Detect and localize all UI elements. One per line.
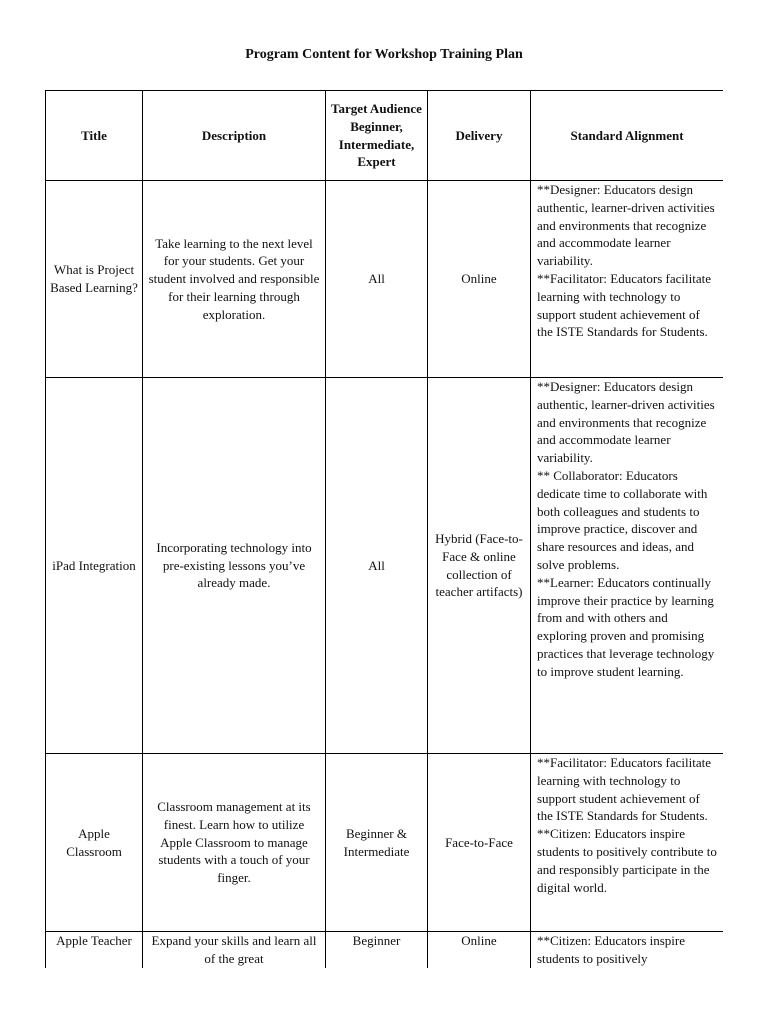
table-row — [46, 932, 724, 969]
cell-delivery: Face-to-Face — [428, 754, 531, 932]
page-title: Program Content for Workshop Training Plan — [245, 47, 523, 62]
standard-item: **Learner: Educators continually improve their practice by learning from and with others and exploring proven and promising practices that leverage technology to improve student learning. — [537, 574, 715, 679]
table-row — [46, 181, 724, 378]
cell-delivery: Hybrid (Face-to-Face & online collection of teacher artifacts) — [428, 378, 531, 754]
cell-description: Classroom management at its finest. Learn how to utilize Apple Classroom to manage students with a touch of your finger. — [143, 754, 326, 932]
table-row — [46, 378, 724, 754]
cell-standards — [531, 181, 724, 378]
cell-title: Apple Teacher — [46, 932, 143, 969]
cell-audience: Beginner — [326, 932, 428, 969]
cell-audience: All — [326, 181, 428, 378]
table-row — [46, 754, 724, 932]
header-standard-alignment: Standard Alignment — [531, 91, 724, 181]
training-plan-table — [45, 90, 723, 968]
cell-standards — [531, 932, 724, 969]
standard-item: **Citizen: Educators inspire students to positively — [537, 933, 686, 966]
cell-description: Expand your skills and learn all of the great — [143, 932, 326, 969]
standard-item: **Citizen: Educators inspire students to positively contribute to and responsibly participate in the digital world. — [537, 826, 717, 895]
cell-standards — [531, 754, 724, 932]
cell-title: What is Project Based Learning? — [46, 181, 143, 378]
cell-description: Take learning to the next level for your students. Get your student involved and responsible for their learning through exploration. — [143, 181, 326, 378]
standard-item: ** Collaborator: Educators dedicate time to collaborate with both colleagues and students to improve practice, discover and share resources and ideas, and solve problems. — [537, 467, 708, 572]
header-target-audience: Target Audience Beginner, Intermediate, Expert — [326, 91, 428, 181]
cell-delivery: Online — [428, 932, 531, 969]
cell-delivery: Online — [428, 181, 531, 378]
standard-item: **Facilitator: Educators facilitate learning with technology to support student achievement of the ISTE Standards for Students. — [537, 755, 711, 824]
cell-title: Apple Classroom — [46, 754, 143, 932]
header-delivery: Delivery — [428, 91, 531, 181]
standard-item: **Designer: Educators design authentic, learner-driven activities and environments that recognize and accommodate learner variability. — [537, 379, 715, 466]
table-header-row — [46, 91, 724, 181]
standard-item: **Facilitator: Educators facilitate learning with technology to support student achievement of the ISTE Standards for Students. — [537, 270, 711, 340]
cell-audience: Beginner & Intermediate — [326, 754, 428, 932]
training-plan-table-container — [45, 90, 723, 968]
cell-audience: All — [326, 378, 428, 754]
header-description: Description — [143, 91, 326, 181]
cell-standards — [531, 378, 724, 754]
header-title: Title — [46, 91, 143, 181]
cell-title: iPad Integration — [46, 378, 143, 754]
cell-description: Incorporating technology into pre-existing lessons you’ve already made. — [143, 378, 326, 754]
standard-item: **Designer: Educators design authentic, learner-driven activities and environments that recognize and accommodate learner variability. — [537, 182, 715, 269]
